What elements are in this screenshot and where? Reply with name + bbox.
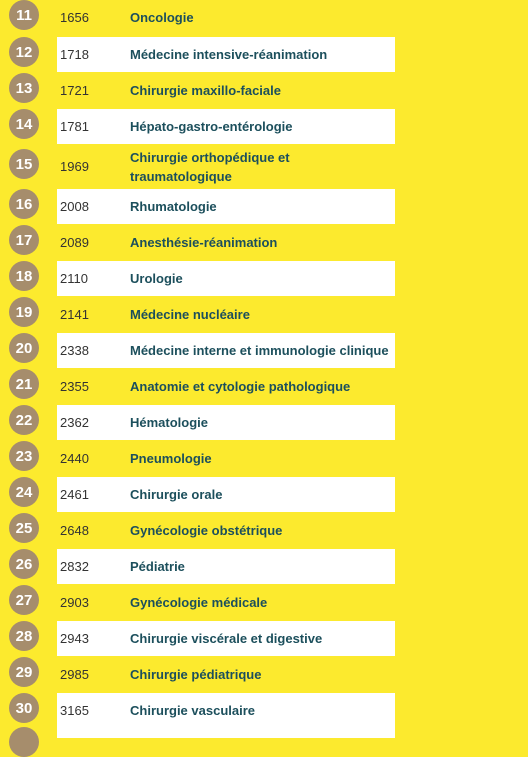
row-number: 2461 [60,486,89,502]
table-row [0,224,528,260]
row-number: 2648 [60,522,89,538]
row-number: 2110 [60,270,88,286]
row-band [57,585,395,620]
table-row [0,584,528,620]
specialty-name: Médecine intensive-réanimation [130,47,328,62]
specialty-name: Rhumatologie [130,199,217,214]
row-number: 3165 [60,702,89,718]
row-number: 1969 [60,158,89,174]
specialty-name: Chirurgie pédiatrique [130,667,262,682]
specialty-name: Anesthésie-réanimation [130,235,278,250]
row-band [57,261,395,296]
row-number: 2008 [60,198,89,214]
table-row [0,72,528,108]
rank-badge: 15 [9,149,39,179]
rank-badge: 11 [9,0,39,30]
row-band [57,145,395,188]
row-band [57,549,395,584]
rank-badge: 27 [9,585,39,615]
table-row [0,296,528,332]
rank-badge: 28 [9,621,39,651]
specialty-name: Urologie [130,271,183,286]
table-row [0,656,528,692]
table-row [0,260,528,296]
table-row [0,476,528,512]
row-number: 2985 [60,666,89,682]
rank-badge: 30 [9,693,39,723]
row-band [57,0,395,35]
specialty-name: Gynécologie médicale [130,595,268,610]
specialty-name: Anatomie et cytologie pathologique [130,379,351,394]
table-row [0,692,528,728]
row-number: 2943 [60,630,89,646]
table-row [0,144,528,188]
rank-badge: 25 [9,513,39,543]
rank-badge: 23 [9,441,39,471]
specialty-name: Hépato-gastro-entérologie [130,119,293,134]
table-row [0,332,528,368]
row-number: 2089 [60,234,89,250]
rank-badge: 20 [9,333,39,363]
specialty-name: Médecine nucléaire [130,307,250,322]
specialty-name: Chirurgie orale [130,487,223,502]
row-number: 1781 [60,118,89,134]
row-band [57,297,395,332]
row-band-partial [57,728,395,738]
row-number: 2355 [60,378,89,394]
row-band [57,37,395,72]
row-band [57,477,395,512]
row-band [57,225,395,260]
row-number: 1718 [60,46,89,62]
row-band [57,369,395,404]
row-band [57,621,395,656]
specialty-name: Chirurgie vasculaire [130,703,255,718]
table-row [0,404,528,440]
table-row [0,440,528,476]
specialty-name: Pneumologie [130,451,212,466]
table-row [0,512,528,548]
rank-badge: 19 [9,297,39,327]
rank-badge: 16 [9,189,39,219]
specialty-name: Gynécologie obstétrique [130,523,283,538]
table-row [0,620,528,656]
rank-badge: 29 [9,657,39,687]
row-number: 2832 [60,558,89,574]
specialty-name: Chirurgie maxillo-faciale [130,83,281,98]
table-row [0,548,528,584]
specialty-name: Médecine interne et immunologie clinique [130,343,389,358]
specialty-name: Oncologie [130,10,194,25]
rank-badge: 26 [9,549,39,579]
rank-badge: 24 [9,477,39,507]
table-row [0,188,528,224]
rank-badge: 18 [9,261,39,291]
table-row [0,368,528,404]
table-row [0,0,528,35]
row-number: 1721 [60,82,89,98]
row-band [57,333,395,368]
specialty-name: Chirurgie orthopédique et traumatologique [130,149,290,184]
row-band [57,693,395,728]
row-band [57,405,395,440]
table-row [0,108,528,144]
row-number: 1656 [60,9,89,25]
row-band [57,109,395,144]
rank-badge-partial [9,727,39,757]
row-band [57,657,395,692]
row-band [57,513,395,548]
rank-badge: 12 [9,37,39,67]
row-number: 2338 [60,342,89,358]
row-band [57,189,395,224]
rank-badge: 14 [9,109,39,139]
specialty-name: Pédiatrie [130,559,185,574]
row-number: 2362 [60,414,89,430]
table-row [0,36,528,72]
rank-badge: 13 [9,73,39,103]
rank-badge: 22 [9,405,39,435]
row-number: 2903 [60,594,89,610]
row-number: 2141 [60,306,89,322]
rank-badge: 17 [9,225,39,255]
row-number: 2440 [60,450,89,466]
row-band [57,73,395,108]
rank-badge: 21 [9,369,39,399]
specialty-name: Chirurgie viscérale et digestive [130,631,323,646]
row-band [57,441,395,476]
specialty-name: Hématologie [130,415,209,430]
